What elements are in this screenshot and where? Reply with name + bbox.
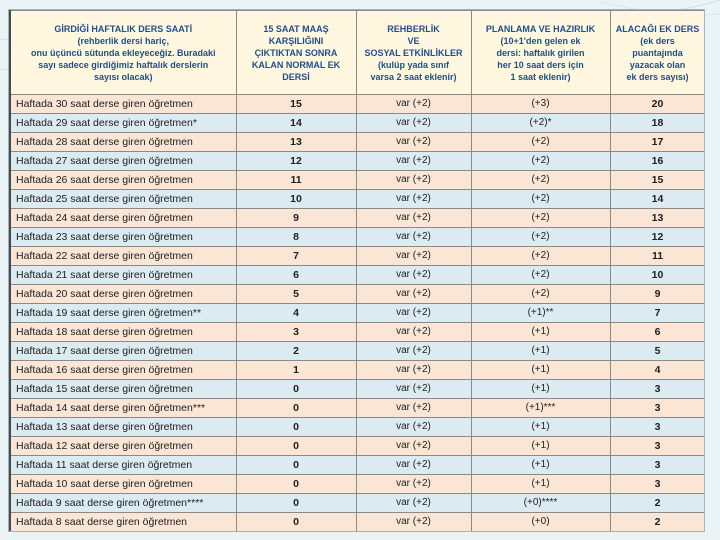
planlama-cell: (+0)**** — [471, 494, 610, 513]
alacagi-ek-ders-cell: 16 — [610, 152, 705, 171]
table-row — [10, 456, 705, 475]
header-line: puantajında — [632, 47, 683, 58]
table-row — [10, 228, 705, 247]
planlama-cell: (+0) — [471, 513, 610, 532]
header-line: (10+1'den gelen ek — [500, 35, 581, 46]
table-row — [10, 323, 705, 342]
alacagi-ek-ders-cell: 3 — [610, 456, 705, 475]
row-label: Haftada 24 saat derse giren öğretmen — [10, 209, 236, 228]
row-label: Haftada 9 saat derse giren öğretmen**** — [10, 494, 236, 513]
normal-ek-ders-cell: 0 — [236, 418, 356, 437]
header-line: (kulüp yada sınıf — [377, 59, 449, 70]
row-label: Haftada 25 saat derse giren öğretmen — [10, 190, 236, 209]
normal-ek-ders-cell: 3 — [236, 323, 356, 342]
row-label: Haftada 13 saat derse giren öğretmen — [10, 418, 236, 437]
rehberlik-cell: var (+2) — [356, 380, 471, 399]
header-line: PLANLAMA VE HAZIRLIK — [485, 23, 596, 34]
header-line: (rehberlik dersi hariç, — [77, 35, 170, 46]
rehberlik-cell: var (+2) — [356, 304, 471, 323]
alacagi-ek-ders-cell: 13 — [610, 209, 705, 228]
table-row — [10, 418, 705, 437]
header-row — [10, 11, 705, 95]
rehberlik-cell: var (+2) — [356, 399, 471, 418]
table-row — [10, 171, 705, 190]
row-label: Haftada 11 saat derse giren öğretmen — [10, 456, 236, 475]
planlama-cell: (+1)*** — [471, 399, 610, 418]
rehberlik-cell: var (+2) — [356, 285, 471, 304]
rehberlik-cell: var (+2) — [356, 247, 471, 266]
alacagi-ek-ders-cell: 3 — [610, 475, 705, 494]
normal-ek-ders-cell: 0 — [236, 494, 356, 513]
rehberlik-cell: var (+2) — [356, 475, 471, 494]
planlama-cell: (+2) — [471, 133, 610, 152]
normal-ek-ders-cell: 0 — [236, 475, 356, 494]
row-label: Haftada 23 saat derse giren öğretmen — [10, 228, 236, 247]
header-planlama-hazirlik — [471, 11, 610, 95]
header-line: REHBERLİK — [387, 23, 440, 34]
rehberlik-cell: var (+2) — [356, 494, 471, 513]
header-line: sayı sadece girdiğimiz haftalık derslerin — [38, 59, 209, 70]
normal-ek-ders-cell: 0 — [236, 399, 356, 418]
normal-ek-ders-cell: 0 — [236, 513, 356, 532]
header-line: KARŞILIĞINI — [268, 35, 324, 46]
alacagi-ek-ders-cell: 14 — [610, 190, 705, 209]
rehberlik-cell: var (+2) — [356, 133, 471, 152]
normal-ek-ders-cell: 14 — [236, 114, 356, 133]
normal-ek-ders-cell: 11 — [236, 171, 356, 190]
row-label: Haftada 30 saat derse giren öğretmen — [10, 95, 236, 114]
header-rehberlik — [356, 11, 471, 95]
planlama-cell: (+2) — [471, 247, 610, 266]
table-row — [10, 304, 705, 323]
row-label: Haftada 10 saat derse giren öğretmen — [10, 475, 236, 494]
header-line: yazacak olan — [629, 59, 686, 70]
table-row — [10, 95, 705, 114]
planlama-cell: (+2) — [471, 285, 610, 304]
planlama-cell: (+2)* — [471, 114, 610, 133]
table-row — [10, 285, 705, 304]
alacagi-ek-ders-cell: 12 — [610, 228, 705, 247]
header-line: ALACAĞI EK DERS — [615, 23, 700, 34]
alacagi-ek-ders-cell: 11 — [610, 247, 705, 266]
header-line: GİRDİĞİ HAFTALIK DERS SAATİ — [54, 23, 193, 34]
planlama-cell: (+1) — [471, 456, 610, 475]
alacagi-ek-ders-cell: 15 — [610, 171, 705, 190]
normal-ek-ders-cell: 5 — [236, 285, 356, 304]
rehberlik-cell: var (+2) — [356, 513, 471, 532]
normal-ek-ders-cell: 10 — [236, 190, 356, 209]
normal-ek-ders-cell: 6 — [236, 266, 356, 285]
alacagi-ek-ders-cell: 18 — [610, 114, 705, 133]
planlama-cell: (+1) — [471, 323, 610, 342]
normal-ek-ders-cell: 9 — [236, 209, 356, 228]
header-line: her 10 saat ders için — [497, 59, 584, 70]
planlama-cell: (+1) — [471, 475, 610, 494]
row-label: Haftada 20 saat derse giren öğretmen — [10, 285, 236, 304]
rehberlik-cell: var (+2) — [356, 323, 471, 342]
header-line: onu üçüncü sütunda ekleyeceğiz. Buradaki — [30, 47, 216, 58]
planlama-cell: (+1) — [471, 437, 610, 456]
planlama-cell: (+1) — [471, 361, 610, 380]
alacagi-ek-ders-cell: 2 — [610, 513, 705, 532]
table-row — [10, 361, 705, 380]
header-line: 1 saat eklenir) — [510, 71, 571, 82]
table-row — [10, 475, 705, 494]
rehberlik-cell: var (+2) — [356, 361, 471, 380]
rehberlik-cell: var (+2) — [356, 342, 471, 361]
header-line: varsa 2 saat eklenir) — [370, 71, 457, 82]
normal-ek-ders-cell: 15 — [236, 95, 356, 114]
row-label: Haftada 8 saat derse giren öğretmen — [10, 513, 236, 532]
rehberlik-cell: var (+2) — [356, 171, 471, 190]
header-haftalik-ders-saati — [10, 11, 236, 95]
row-label: Haftada 14 saat derse giren öğretmen*** — [10, 399, 236, 418]
table-row — [10, 209, 705, 228]
normal-ek-ders-cell: 12 — [236, 152, 356, 171]
alacagi-ek-ders-cell: 3 — [610, 399, 705, 418]
alacagi-ek-ders-cell: 9 — [610, 285, 705, 304]
row-label: Haftada 29 saat derse giren öğretmen* — [10, 114, 236, 133]
row-label: Haftada 27 saat derse giren öğretmen — [10, 152, 236, 171]
rehberlik-cell: var (+2) — [356, 228, 471, 247]
normal-ek-ders-cell: 0 — [236, 456, 356, 475]
rehberlik-cell: var (+2) — [356, 456, 471, 475]
alacagi-ek-ders-cell: 5 — [610, 342, 705, 361]
ek-ders-table — [9, 10, 705, 532]
header-line: DERSİ — [282, 71, 310, 82]
table-row — [10, 152, 705, 171]
table-row — [10, 513, 705, 532]
normal-ek-ders-cell: 4 — [236, 304, 356, 323]
header-line: ÇIKTIKTAN SONRA — [254, 47, 338, 58]
alacagi-ek-ders-cell: 3 — [610, 418, 705, 437]
alacagi-ek-ders-cell: 2 — [610, 494, 705, 513]
alacagi-ek-ders-cell: 10 — [610, 266, 705, 285]
row-label: Haftada 22 saat derse giren öğretmen — [10, 247, 236, 266]
row-label: Haftada 16 saat derse giren öğretmen — [10, 361, 236, 380]
planlama-cell: (+1) — [471, 380, 610, 399]
table-row — [10, 399, 705, 418]
planlama-cell: (+3) — [471, 95, 610, 114]
planlama-cell: (+2) — [471, 209, 610, 228]
rehberlik-cell: var (+2) — [356, 209, 471, 228]
rehberlik-cell: var (+2) — [356, 418, 471, 437]
planlama-cell: (+2) — [471, 190, 610, 209]
alacagi-ek-ders-cell: 3 — [610, 437, 705, 456]
header-line: 15 SAAT MAAŞ — [263, 23, 329, 34]
alacagi-ek-ders-cell: 17 — [610, 133, 705, 152]
rehberlik-cell: var (+2) — [356, 95, 471, 114]
header-line: dersi: haftalık girilen — [496, 47, 585, 58]
table-row — [10, 380, 705, 399]
alacagi-ek-ders-cell: 7 — [610, 304, 705, 323]
normal-ek-ders-cell: 13 — [236, 133, 356, 152]
normal-ek-ders-cell: 0 — [236, 380, 356, 399]
table-row — [10, 494, 705, 513]
normal-ek-ders-cell: 8 — [236, 228, 356, 247]
alacagi-ek-ders-cell: 20 — [610, 95, 705, 114]
table-frame — [8, 9, 705, 532]
rehberlik-cell: var (+2) — [356, 114, 471, 133]
header-line: sayısı olacak) — [93, 71, 153, 82]
alacagi-ek-ders-cell: 3 — [610, 380, 705, 399]
planlama-cell: (+2) — [471, 266, 610, 285]
table-body — [10, 95, 705, 532]
row-label: Haftada 26 saat derse giren öğretmen — [10, 171, 236, 190]
planlama-cell: (+2) — [471, 152, 610, 171]
planlama-cell: (+2) — [471, 228, 610, 247]
header-line: SOSYAL ETKİNLİKLER — [364, 47, 463, 58]
header-alacagi-ek-ders — [610, 11, 705, 95]
rehberlik-cell: var (+2) — [356, 152, 471, 171]
row-label: Haftada 12 saat derse giren öğretmen — [10, 437, 236, 456]
row-label: Haftada 18 saat derse giren öğretmen — [10, 323, 236, 342]
row-label: Haftada 19 saat derse giren öğretmen** — [10, 304, 236, 323]
normal-ek-ders-cell: 2 — [236, 342, 356, 361]
header-line: (ek ders — [640, 35, 675, 46]
header-line: ek ders sayısı) — [626, 71, 689, 82]
table-row — [10, 266, 705, 285]
rehberlik-cell: var (+2) — [356, 190, 471, 209]
table-row — [10, 133, 705, 152]
planlama-cell: (+1) — [471, 342, 610, 361]
planlama-cell: (+1)** — [471, 304, 610, 323]
alacagi-ek-ders-cell: 4 — [610, 361, 705, 380]
table-row — [10, 342, 705, 361]
alacagi-ek-ders-cell: 6 — [610, 323, 705, 342]
table-row — [10, 437, 705, 456]
normal-ek-ders-cell: 1 — [236, 361, 356, 380]
table-row — [10, 114, 705, 133]
header-normal-ek-ders — [236, 11, 356, 95]
planlama-cell: (+2) — [471, 171, 610, 190]
header-line: KALAN NORMAL EK — [251, 59, 341, 70]
row-label: Haftada 17 saat derse giren öğretmen — [10, 342, 236, 361]
rehberlik-cell: var (+2) — [356, 437, 471, 456]
normal-ek-ders-cell: 7 — [236, 247, 356, 266]
planlama-cell: (+1) — [471, 418, 610, 437]
rehberlik-cell: var (+2) — [356, 266, 471, 285]
table-row — [10, 190, 705, 209]
table-row — [10, 247, 705, 266]
header-line: VE — [407, 35, 420, 46]
normal-ek-ders-cell: 0 — [236, 437, 356, 456]
row-label: Haftada 28 saat derse giren öğretmen — [10, 133, 236, 152]
row-label: Haftada 21 saat derse giren öğretmen — [10, 266, 236, 285]
row-label: Haftada 15 saat derse giren öğretmen — [10, 380, 236, 399]
